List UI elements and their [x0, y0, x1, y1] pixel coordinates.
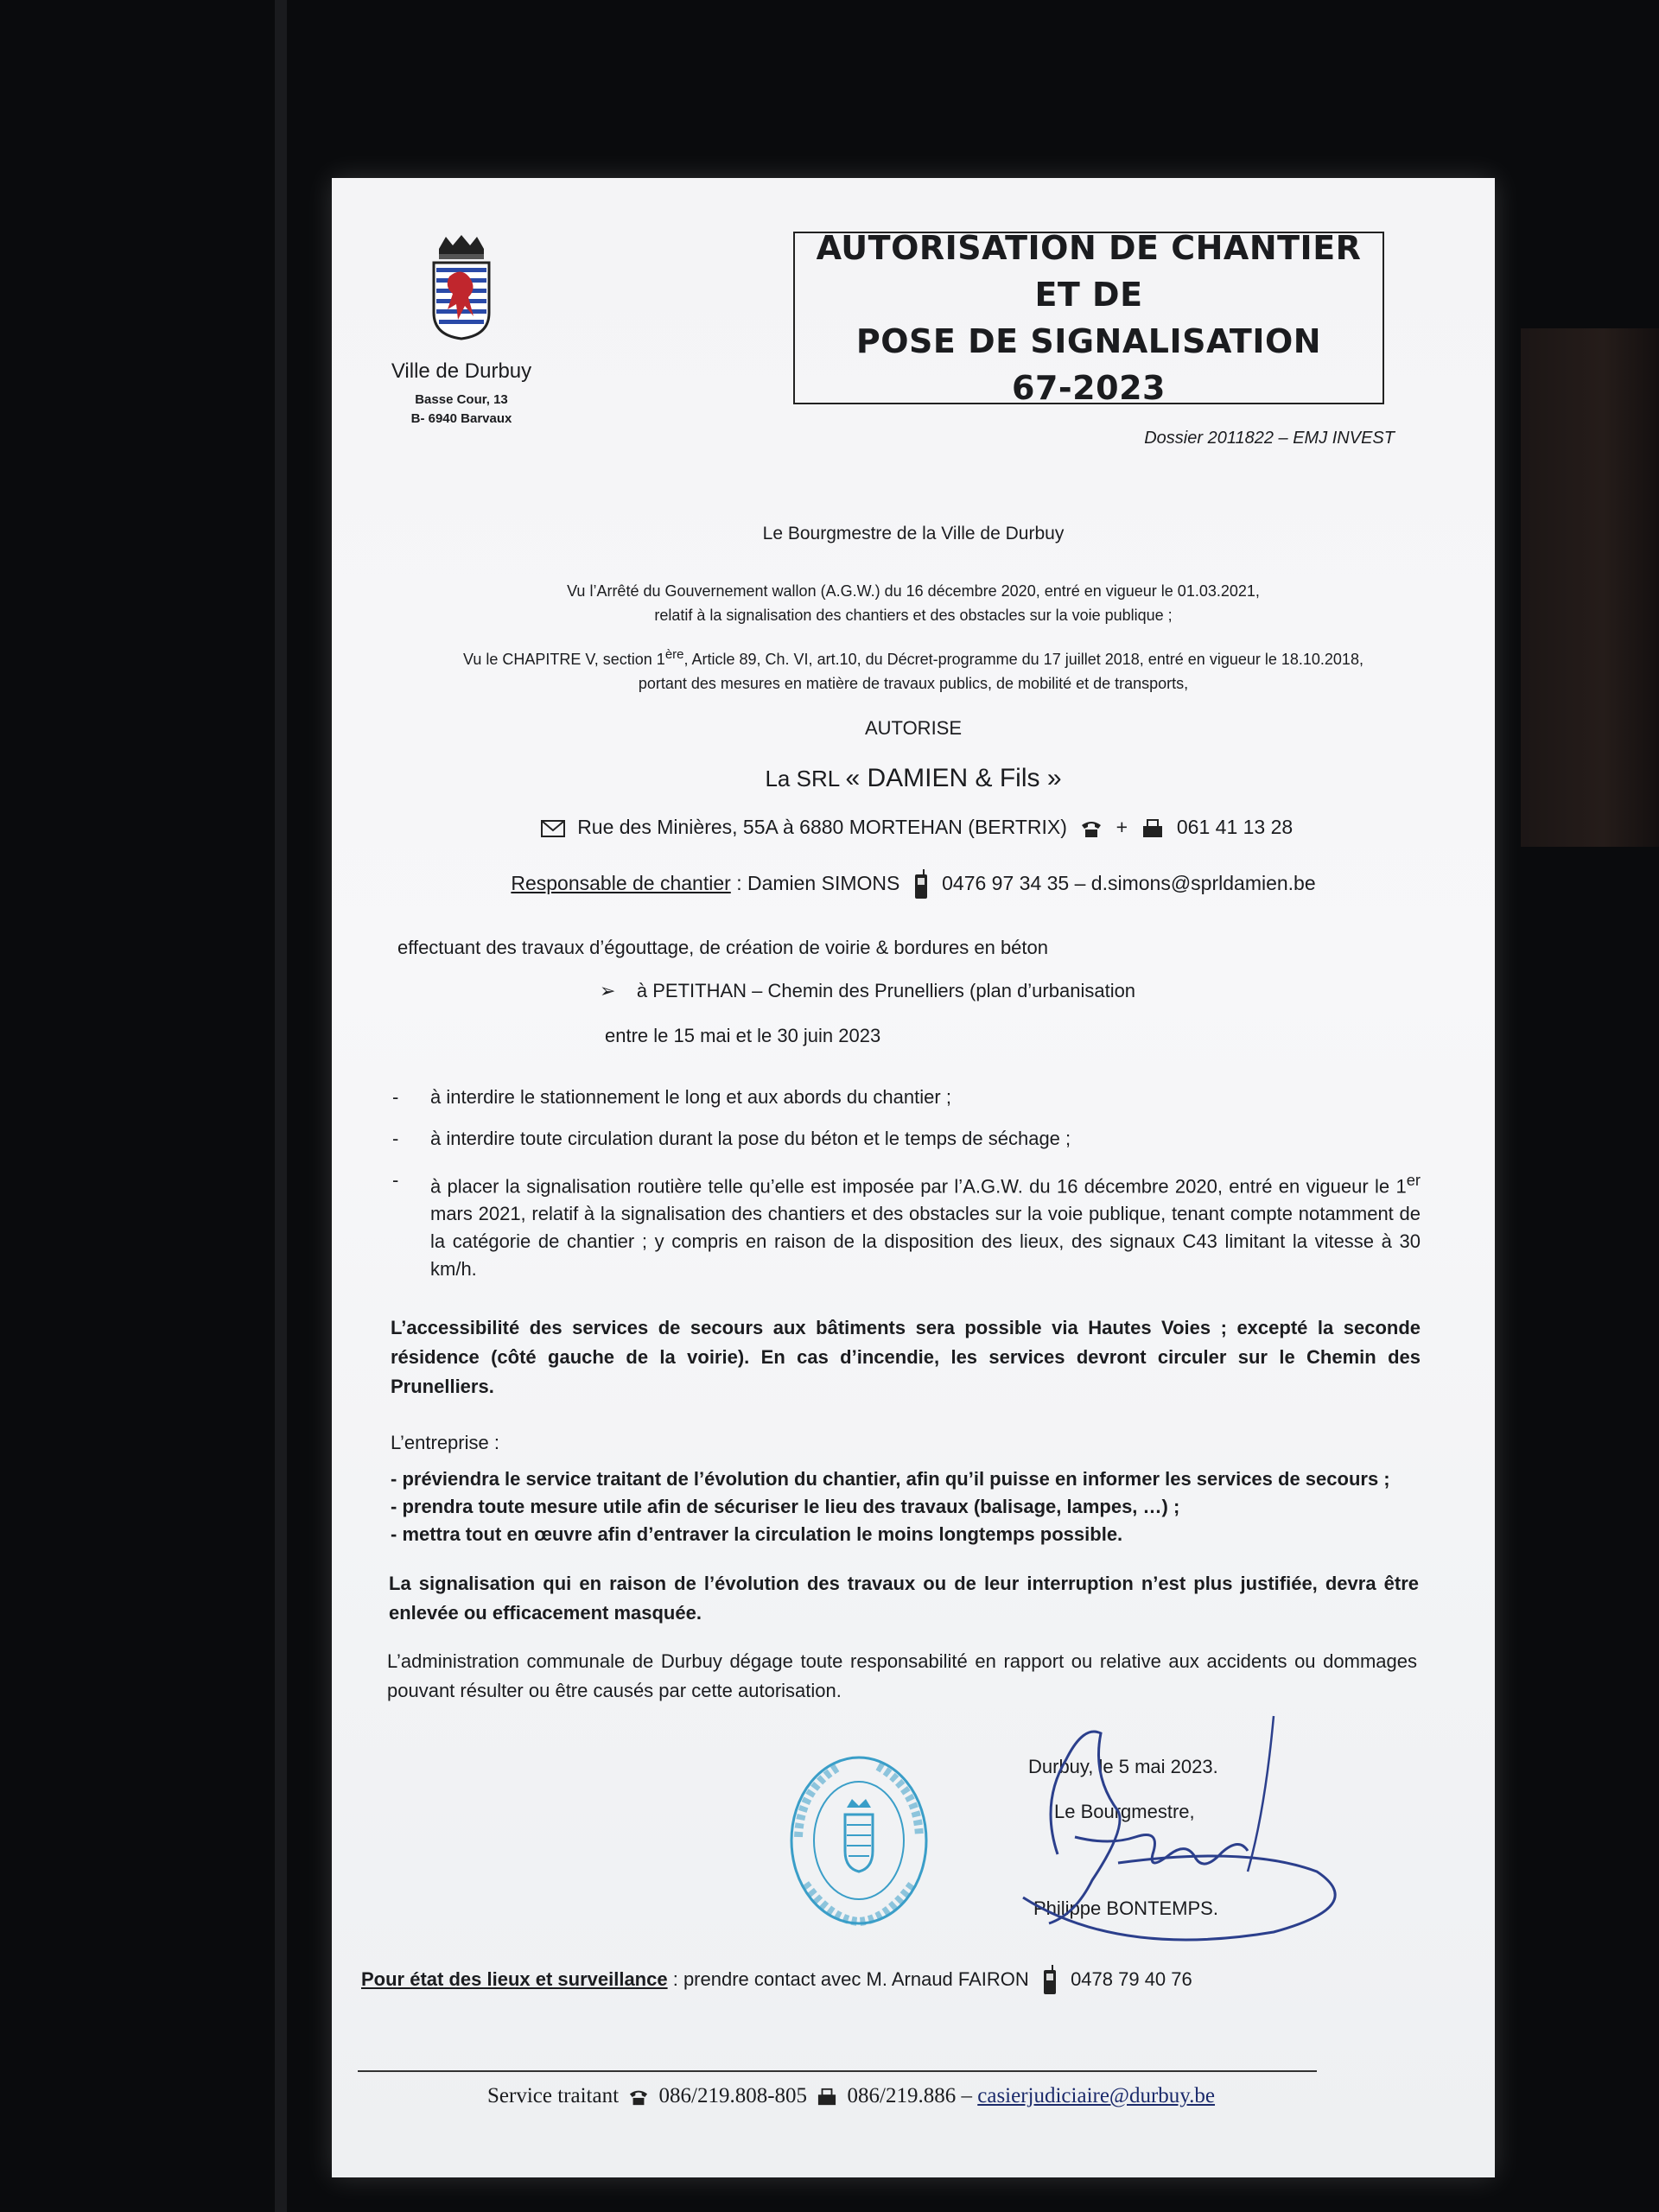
footer-divider [358, 2070, 1317, 2072]
contractor-obligations [391, 1429, 1421, 1548]
display-frame-edge [275, 0, 287, 2212]
handwritten-signature [988, 1707, 1351, 1967]
footer-label: Service traitant [487, 2084, 620, 2107]
obligation-item: - mettra tout en œuvre afin d’entraver la circulation le moins longtemps possible. [391, 1523, 1123, 1545]
condition-item: - à interdire le stationnement le long et aux abords du chantier ; [392, 1084, 1421, 1111]
legal-basis-2 [366, 643, 1460, 696]
contractor-heading: L’entreprise : [391, 1432, 499, 1453]
condition-text: à interdire le stationnement le long et aux abords du chantier ; [430, 1086, 951, 1108]
signer-name: Philippe BONTEMPS. [1033, 1897, 1218, 1919]
city-name: Ville de Durbuy [391, 359, 532, 383]
fax-icon [1141, 818, 1165, 839]
inspection-phone: 0478 79 40 76 [1071, 1967, 1192, 1990]
footer-service [487, 2084, 1215, 2108]
obligation-item: - préviendra le service traitant de l’évolution du chantier, afin qu’il puisse en informer les services de secours ; [391, 1468, 1390, 1490]
works-location [600, 980, 1135, 1002]
mobile-phone-icon [1041, 1965, 1058, 1996]
footer-phone: 086/219.808-805 [658, 2084, 808, 2107]
telephone-icon [627, 2088, 650, 2107]
legal-basis-1-line-1: Vu l’Arrêté du Gouvernement wallon (A.G.W.) du 16 décembre 2020, entré en vigueur le 01.03.2021, [567, 582, 1260, 600]
issuer-line: Le Bourgmestre de la Ville de Durbuy [762, 524, 1065, 543]
document-title [793, 229, 1384, 407]
telephone-icon [1079, 818, 1103, 839]
title-number: 67-2023 [1012, 369, 1166, 407]
condition-item: - à placer la signalisation routière telle qu’elle est imposée par l’A.G.W. du 16 décembre 2020, entré en vigueur le 1er mars 2021, relatif à la signalisation des chantiers et des obstacles sur la voie publique, tenant compte notamment de la catégorie de chantier ; y compris en raison de la disposition des lieux, des signaux C43 limitant la vitesse à 30 km/h. [392, 1166, 1421, 1283]
site-manager-email: – d.simons@sprldamien.be [1074, 872, 1316, 895]
condition-text: à placer la signalisation routière telle qu’elle est imposée par l’A.G.W. du 16 décembre 2020, entré en vigueur le 1er mars 2021, relatif à la signalisation des chantiers et des obstacles sur la voie publique, tenant compte notamment de la catégorie de chantier ; y compris en raison de la disposition des lieux, des signaux C43 limitant la vitesse à 30 km/h. [430, 1171, 1421, 1281]
dossier-reference: Dossier 2011822 – EMJ INVEST [1144, 429, 1395, 448]
company-title: « DAMIEN & Fils » [845, 764, 1062, 792]
condition-item: - à interdire toute circulation durant la pose du béton et le temps de séchage ; [392, 1125, 1421, 1153]
company-address: Rue des Minières, 55A à 6880 MORTEHAN (BERTRIX) [577, 816, 1067, 838]
company-address-line [366, 816, 1460, 839]
inspection-label: Pour état des lieux et surveillance [361, 1967, 668, 1990]
obligation-item: - prendra toute mesure utile afin de sécuriser le lieu des travaux (balisage, lampes, …) ; [391, 1496, 1180, 1517]
inspection-contact [361, 1965, 1192, 1996]
signage-removal-note: La signalisation qui en raison de l’évolution des travaux ou de leur interruption n’est plus justifiée, devra être enlevée ou efficacement masquée. [389, 1573, 1419, 1624]
inspection-text: : prendre contact avec M. Arnaud FAIRON [672, 1967, 1029, 1990]
legal-basis-1 [366, 579, 1460, 627]
legal-basis-2-line-1: Vu le CHAPITRE V, section 1ère, Article 89, Ch. VI, art.10, du Décret-programme du 17 juillet 2018, entré en vigueur le 18.10.2018, [463, 647, 1363, 668]
footer-email-link[interactable]: casierjudiciaire@durbuy.be [977, 2084, 1216, 2107]
durbuy-crest-icon [427, 233, 496, 340]
emergency-access-note: L’accessibilité des services de secours aux bâtiments sera possible via Hautes Voies ; excepté la seconde résidence (côté gauche de la voirie). En cas d’incendie, les services devront circuler sur le Chemin des Prunelliers. [391, 1317, 1421, 1397]
municipal-stamp-icon [788, 1754, 930, 1927]
works-location-text: à PETITHAN – Chemin des Prunelliers (plan d’urbanisation [636, 980, 1136, 1001]
site-manager-mobile: 0476 97 34 35 [942, 872, 1070, 895]
city-postal: B- 6940 Barvaux [410, 411, 512, 426]
signer-role: Le Bourgmestre, [1054, 1801, 1195, 1822]
legal-basis-2-line-2: portant des mesures en matière de travaux publics, de mobilité et de transports, [638, 675, 1189, 692]
site-manager-line [366, 869, 1460, 900]
conditions-list [392, 1084, 1421, 1297]
site-manager-label: Responsable de chantier [511, 872, 731, 895]
envelope-icon [541, 818, 565, 839]
city-address [384, 391, 539, 429]
title-line-2: POSE DE SIGNALISATION [855, 322, 1322, 360]
title-line-1: AUTORISATION DE CHANTIER ET DE [816, 229, 1362, 314]
company-name [366, 764, 1460, 793]
works-description: effectuant des travaux d’égouttage, de création de voirie & bordures en béton [397, 937, 1048, 958]
background-light [1521, 328, 1659, 847]
mobile-phone-icon [912, 869, 930, 900]
site-manager-name: : Damien SIMONS [736, 872, 900, 895]
place-and-date: Durbuy, le 5 mai 2023. [1028, 1756, 1218, 1777]
plus-sign: + [1116, 816, 1128, 838]
city-street: Basse Cour, 13 [415, 392, 508, 407]
works-dates: entre le 15 mai et le 30 juin 2023 [605, 1025, 881, 1046]
authorizes-heading: AUTORISE [864, 717, 963, 739]
condition-text: à interdire toute circulation durant la pose du béton et le temps de séchage ; [430, 1128, 1071, 1149]
company-prefix: La SRL [765, 766, 840, 791]
liability-disclaimer: L’administration communale de Durbuy dégage toute responsabilité en rapport ou relative aux accidents ou dommages pouvant résulter ou être causés par cette autorisation. [387, 1650, 1417, 1701]
authorization-document [332, 178, 1495, 2177]
company-phone: 061 41 13 28 [1176, 816, 1294, 838]
footer-fax: 086/219.886 – [847, 2084, 972, 2107]
arrow-bullet-icon: ➢ [600, 980, 616, 1001]
fax-icon [816, 2088, 838, 2107]
legal-basis-1-line-2: relatif à la signalisation des chantiers et des obstacles sur la voie publique ; [654, 607, 1173, 624]
